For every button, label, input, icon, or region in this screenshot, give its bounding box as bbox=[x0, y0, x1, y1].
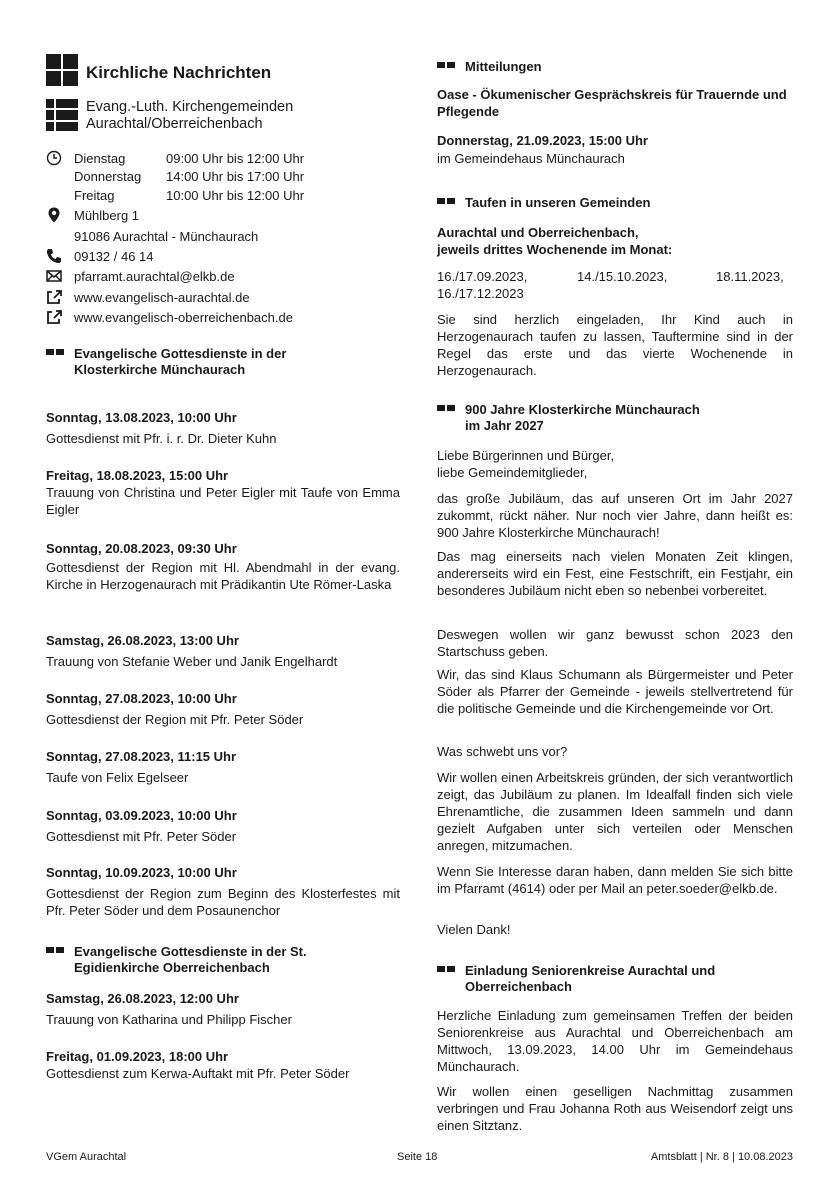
jubilaeum-paragraph: Wir, das sind Klaus Schumann als Bürgermeister und Peter Söder als Pfarrer der Gemeinde - jeweils stellvertretend für die politische Gemeinde und die Kirchengemeinde vor Ort. bbox=[437, 667, 793, 716]
event-date: Sonntag, 03.09.2023, 10:00 Uhr bbox=[46, 808, 237, 823]
senioren-paragraph: Herzliche Einladung zum gemeinsamen Treffen der beiden Seniorenkreise aus Aurachtal und Oberreichenbach am Mittwoch, 13.09.2023, 14.00 Uhr im Gemeindehaus Münchaurach. bbox=[437, 1008, 793, 1074]
hours-time-2: 14:00 Uhr bis 17:00 Uhr bbox=[166, 169, 305, 184]
event-date: Sonntag, 27.08.2023, 10:00 Uhr bbox=[46, 691, 237, 706]
footer-right: Amtsblatt | Nr. 8 | 10.08.2023 bbox=[650, 1151, 793, 1163]
contact-block bbox=[46, 150, 400, 330]
event-desc: Trauung von Katharina und Philipp Fischer bbox=[46, 1012, 292, 1027]
section-marker-icon bbox=[437, 405, 455, 411]
jubilaeum-paragraph: Deswegen wollen wir ganz bewusst schon 2023 den Startschuss geben. bbox=[437, 627, 793, 659]
event-item bbox=[46, 467, 400, 518]
parish-name: Evang.-Luth. Kirchengemeinden Aurachtal/Oberreichenbach bbox=[86, 99, 294, 132]
tauf-date: 16./17.09.2023, bbox=[437, 269, 528, 284]
taufen-subheading: Aurachtal und Oberreichenbach, jeweils drittes Wochenende im Monat: bbox=[437, 225, 673, 257]
jubilaeum-paragraph: Was schwebt uns vor? bbox=[437, 744, 568, 759]
section-heading-klosterkirche: Evangelische Gottesdienste in der Klosterkirche Münchaurach bbox=[46, 346, 286, 378]
event-item bbox=[46, 990, 400, 1028]
jubilaeum-paragraph: Wenn Sie Interesse daran haben, dann melden Sie sich bitte im Pfarramt (4614) oder per Mail an peter.soeder@elkb.de. bbox=[437, 864, 793, 896]
mail-icon bbox=[46, 268, 62, 284]
address-city: 91086 Aurachtal - Münchaurach bbox=[74, 229, 259, 244]
event-date: Sonntag, 27.08.2023, 11:15 Uhr bbox=[46, 749, 237, 764]
jubilaeum-paragraph: das große Jubiläum, das auf unseren Ort im Jahr 2027 zukommt, rückt näher. Nur noch vier Jahre, dann heißt es: 900 Jahre Klosterkirche Münchaurach! bbox=[437, 491, 793, 540]
jubilaeum-paragraph: Das mag einerseits nach vielen Monaten Zeit klingen, andererseits wird ein Fest, eine Festschrift, ein Festjahr, ein besonderes Jubiläum nicht eben so nebenbei vorbereitet. bbox=[437, 549, 793, 598]
event-date: Sonntag, 20.08.2023, 09:30 Uhr bbox=[46, 541, 237, 556]
page-title: Kirchliche Nachrichten bbox=[86, 63, 272, 82]
jubilaeum-paragraph: Vielen Dank! bbox=[437, 922, 511, 937]
event-item bbox=[46, 807, 400, 845]
jubilaeum-greeting: Liebe Bürgerinnen und Bürger, liebe Gemeindemitglieder, bbox=[437, 448, 615, 480]
jubilaeum-paragraph: Wir wollen einen Arbeitskreis gründen, der sich verantwortlich zeigt, das Jubiläum zu planen. Im Idealfall finden sich viele Ehrenamtliche, die zusammen Ideen sammeln und dann gezielt Aufgaben unter sich verteilen oder Menschen anregen, mitzumachen. bbox=[437, 770, 793, 853]
event-item bbox=[46, 1048, 400, 1082]
event-date: Sonntag, 10.09.2023, 10:00 Uhr bbox=[46, 865, 237, 880]
senioren-paragraph: Wir wollen einen geselligen Nachmittag zusammen verbringen und Frau Johanna Roth aus Weisendorf zeigt uns einen Sitztanz. bbox=[437, 1084, 793, 1133]
oase-date: Donnerstag, 21.09.2023, 15:00 Uhr bbox=[437, 133, 648, 148]
section-heading-egidienkirche: Evangelische Gottesdienste in der St. Egidienkirche Oberreichenbach bbox=[46, 944, 307, 976]
phone-icon bbox=[46, 248, 62, 264]
parish-logo-icon bbox=[46, 99, 78, 131]
tauf-date: 14./15.10.2023, bbox=[577, 269, 668, 284]
event-desc: Gottesdienst der Region mit Hl. Abendmahl in der evang. Kirche in Herzogenaurach mit Prädikantin Ute Römer-Laska bbox=[46, 560, 400, 592]
footer-left: VGem Aurachtal bbox=[46, 1151, 127, 1163]
location-pin-icon bbox=[46, 207, 62, 223]
tauf-date: 18.11.2023, bbox=[716, 269, 784, 284]
event-desc: Gottesdienst zum Kerwa-Auftakt mit Pfr. Peter Söder bbox=[46, 1066, 350, 1081]
church-news-logo-icon bbox=[46, 54, 78, 86]
tauf-date: 16./17.12.2023 bbox=[437, 286, 524, 301]
event-item bbox=[46, 409, 400, 447]
event-item bbox=[46, 864, 400, 919]
taufen-dates bbox=[437, 268, 793, 304]
event-desc: Trauung von Stefanie Weber und Janik Engelhardt bbox=[46, 654, 338, 669]
event-desc: Gottesdienst mit Pfr. Peter Söder bbox=[46, 829, 237, 844]
event-desc: Gottesdienst der Region mit Pfr. Peter Söder bbox=[46, 712, 304, 727]
clock-icon bbox=[46, 150, 62, 166]
external-link-icon bbox=[46, 289, 62, 305]
hours-day-3: Freitag bbox=[74, 188, 115, 203]
section-heading-mitteilungen: Mitteilungen bbox=[437, 59, 542, 75]
event-desc: Trauung von Christina und Peter Eigler mit Taufe von Emma Eigler bbox=[46, 485, 400, 517]
event-date: Samstag, 26.08.2023, 12:00 Uhr bbox=[46, 991, 239, 1006]
event-date: Freitag, 01.09.2023, 18:00 Uhr bbox=[46, 1049, 229, 1064]
hours-day-1: Dienstag bbox=[74, 151, 126, 166]
email-link[interactable]: pfarramt.aurachtal@elkb.de bbox=[74, 269, 235, 284]
external-link-icon bbox=[46, 309, 62, 325]
website-link-aurachtal[interactable]: www.evangelisch-aurachtal.de bbox=[74, 290, 250, 305]
section-heading-jubilaeum: 900 Jahre Klosterkirche Münchaurach im Jahr 2027 bbox=[437, 402, 700, 434]
phone-number[interactable]: 09132 / 46 14 bbox=[74, 249, 154, 264]
event-desc: Taufe von Felix Egelseer bbox=[46, 770, 189, 785]
oase-place: im Gemeindehaus Münchaurach bbox=[437, 151, 625, 166]
event-item bbox=[46, 690, 400, 728]
footer-page-number: Seite 18 bbox=[397, 1151, 438, 1163]
hours-time-1: 09:00 Uhr bis 12:00 Uhr bbox=[166, 151, 305, 166]
event-item bbox=[46, 632, 400, 670]
section-marker-icon bbox=[437, 966, 455, 972]
event-desc: Gottesdienst mit Pfr. i. r. Dr. Dieter Kuhn bbox=[46, 431, 277, 446]
oase-title: Oase - Ökumenischer Gesprächskreis für Trauernde und Pflegende bbox=[437, 87, 787, 119]
section-marker-icon bbox=[437, 198, 455, 204]
taufen-text: Sie sind herzlich eingeladen, Ihr Kind auch in Herzogenaurach taufen zu lassen, Tauftermine sind in der Regel das erste und das vierte Wochenende in Herzogenaurach. bbox=[437, 312, 793, 378]
website-link-oberreichenbach[interactable]: www.evangelisch-oberreichenbach.de bbox=[74, 310, 293, 325]
event-desc: Gottesdienst der Region zum Beginn des Klosterfestes mit Pfr. Peter Söder und dem Posaunenchor bbox=[46, 886, 400, 918]
event-item bbox=[46, 748, 400, 786]
section-heading-taufen: Taufen in unseren Gemeinden bbox=[437, 195, 650, 211]
section-marker-icon bbox=[46, 349, 64, 355]
section-marker-icon bbox=[437, 62, 455, 68]
event-date: Sonntag, 13.08.2023, 10:00 Uhr bbox=[46, 410, 237, 425]
section-marker-icon bbox=[46, 947, 64, 953]
hours-time-3: 10:00 Uhr bis 12:00 Uhr bbox=[166, 188, 305, 203]
event-date: Freitag, 18.08.2023, 15:00 Uhr bbox=[46, 468, 229, 483]
event-date: Samstag, 26.08.2023, 13:00 Uhr bbox=[46, 633, 239, 648]
event-item bbox=[46, 540, 400, 593]
address-street: Mühlberg 1 bbox=[74, 208, 140, 223]
hours-day-2: Donnerstag bbox=[74, 169, 142, 184]
section-heading-senioren: Einladung Seniorenkreise Aurachtal und Oberreichenbach bbox=[437, 963, 715, 995]
